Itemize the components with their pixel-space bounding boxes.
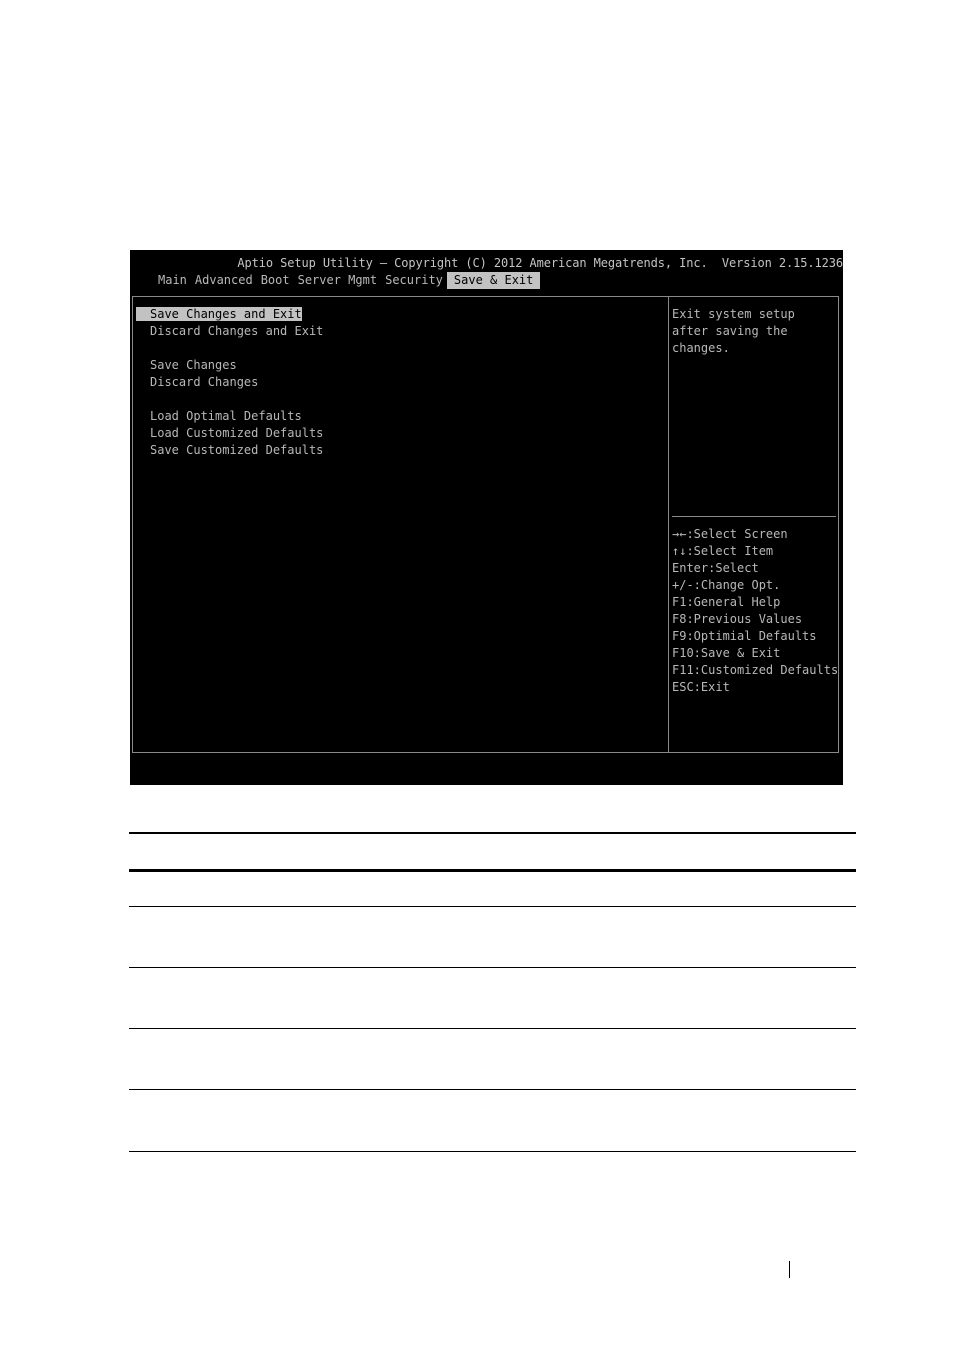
menu-item-load-optimal-defaults[interactable]: Load Optimal Defaults <box>150 409 302 423</box>
key-hint-previous-values: F8:Previous Values <box>672 612 803 626</box>
key-hint-exit: ESC:Exit <box>672 680 730 694</box>
table-rule <box>129 1151 856 1152</box>
bios-title: Aptio Setup Utility – Copyright (C) 2012 American Megatrends, Inc. Version 2.15.1236 <box>237 256 843 270</box>
page-marker <box>789 1261 790 1278</box>
bios-setup-screen <box>130 250 843 785</box>
key-hint-change-opt: +/-:Change Opt. <box>672 578 781 592</box>
key-hint-enter: Enter:Select <box>672 561 759 575</box>
help-line: changes. <box>672 341 730 355</box>
help-line: Exit system setup <box>672 307 795 321</box>
table-rule <box>129 1089 856 1090</box>
tab-boot[interactable]: Boot <box>260 273 290 287</box>
tab-security[interactable]: Security <box>385 273 443 287</box>
tab-save-exit[interactable]: Save & Exit <box>447 272 540 289</box>
key-hint-select-item: ↑↓:Select Item <box>672 544 774 558</box>
menu-item-load-customized-defaults[interactable]: Load Customized Defaults <box>150 426 324 440</box>
menu-spacer <box>136 340 323 357</box>
key-legend <box>672 526 838 696</box>
key-hint-save-exit: F10:Save & Exit <box>672 646 781 660</box>
key-hint-general-help: F1:General Help <box>672 595 781 609</box>
table-rule <box>129 832 856 834</box>
menu-spacer <box>136 391 323 408</box>
tab-advanced[interactable]: Advanced <box>194 273 253 287</box>
menu-item-save-changes[interactable]: Save Changes <box>150 358 237 372</box>
table-rule <box>129 906 856 907</box>
menu-item-discard-changes[interactable]: Discard Changes <box>150 375 259 389</box>
menu-item-save-changes-and-exit[interactable]: Save Changes and Exit <box>136 306 323 323</box>
tab-server-mgmt[interactable]: Server Mgmt <box>297 273 378 287</box>
table-rule <box>129 967 856 968</box>
menu-item-save-customized-defaults[interactable]: Save Customized Defaults <box>150 443 324 457</box>
panel-divider <box>668 296 669 753</box>
tab-bar <box>154 272 540 289</box>
table-rule <box>129 869 856 872</box>
table-rule <box>129 1028 856 1029</box>
key-hint-optimal-defaults: F9:Optimial Defaults <box>672 629 817 643</box>
help-divider <box>672 516 836 517</box>
tab-main[interactable]: Main <box>158 273 187 287</box>
key-hint-customized-defaults: F11:Customized Defaults <box>672 663 839 677</box>
key-hint-select-screen: →←:Select Screen <box>672 527 788 541</box>
help-text <box>672 306 832 357</box>
menu-item-discard-changes-and-exit[interactable]: Discard Changes and Exit <box>150 324 324 338</box>
save-exit-menu <box>136 306 323 459</box>
help-line: after saving the <box>672 324 788 338</box>
